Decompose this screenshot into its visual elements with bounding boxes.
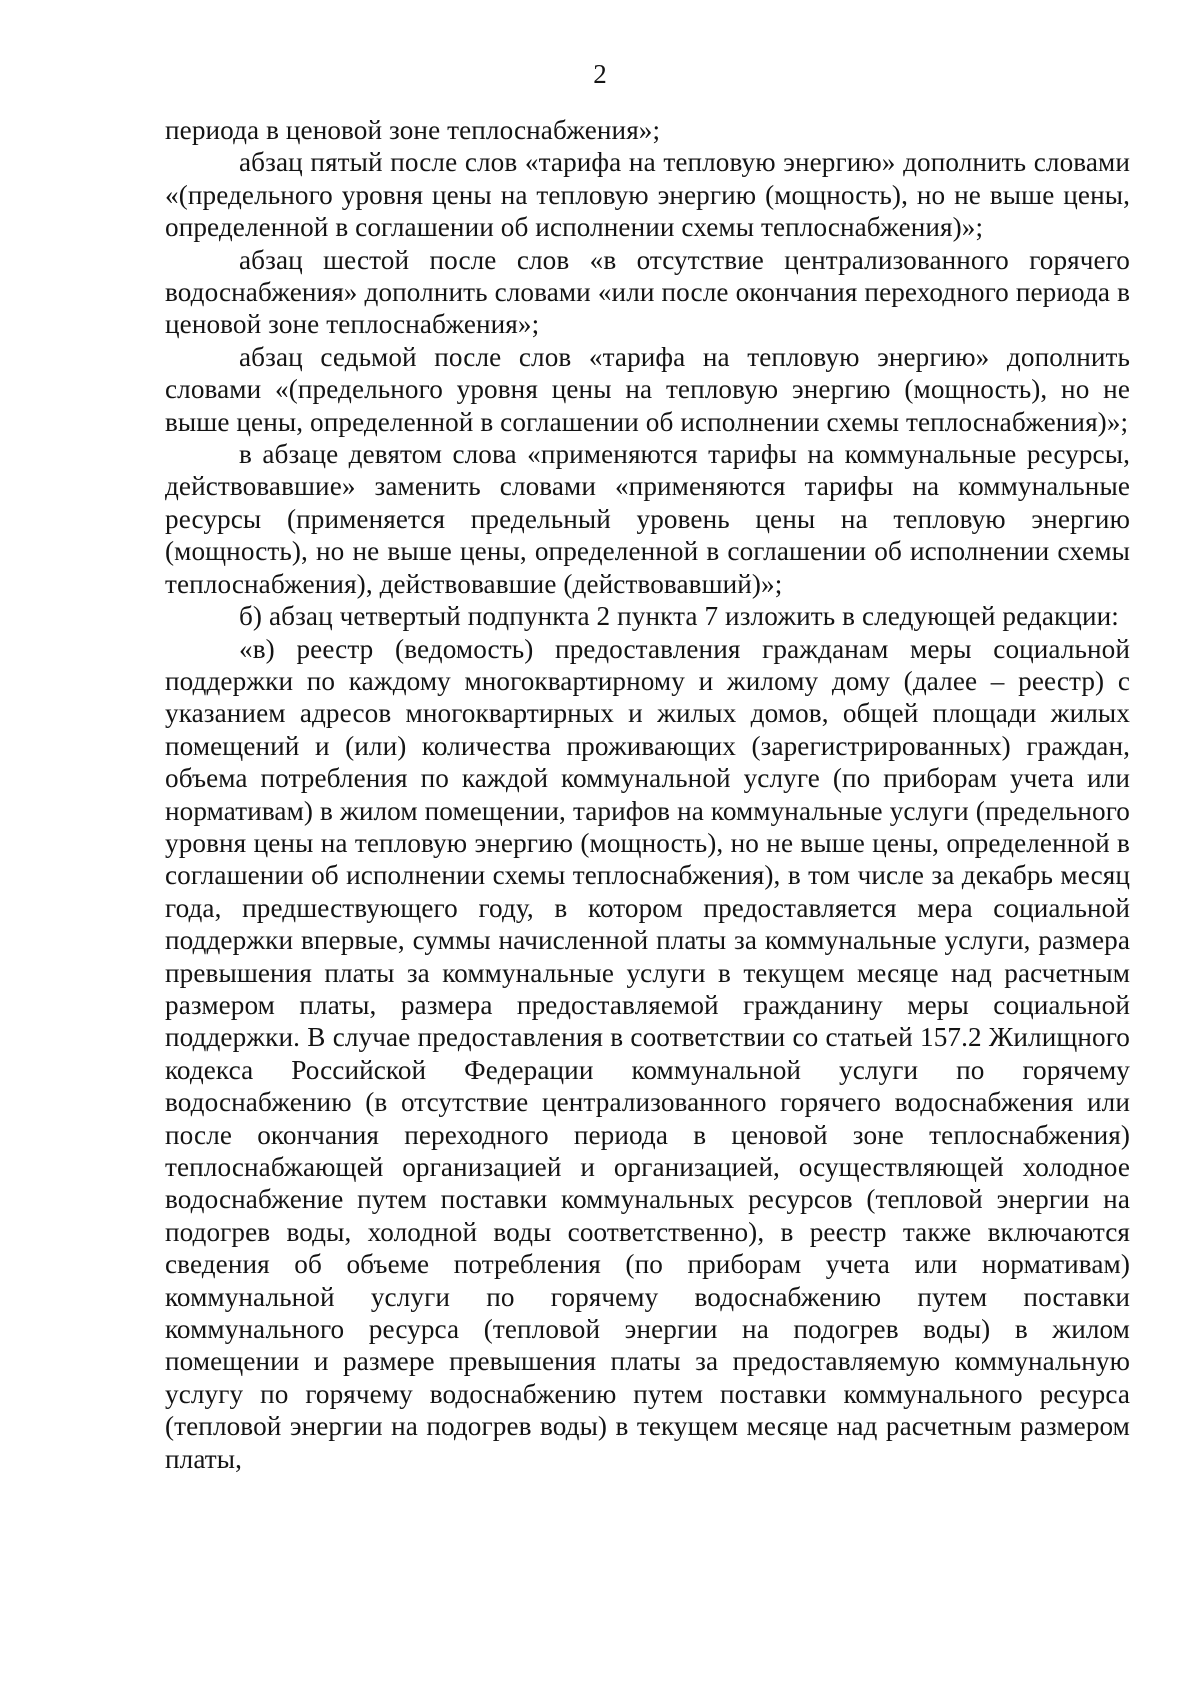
paragraph-abzac-5: абзац пятый после слов «тарифа на тепловую энергию» дополнить словами «(предельного уровня цены на тепловую энергию (мощность), но не выше цены, определенной в соглашении об исполнении схемы теплоснабжения)»; (165, 147, 1130, 243)
paragraph-abzac-9: в абзаце девятом слова «применяются тарифы на коммунальные ресурсы, действовавшие» заменить словами «применяются тарифы на коммунальные ресурсы (применяется предельный уровень цены на тепловую энергию (мощность), но не выше цены, определенной в соглашении об исполнении схемы теплоснабжения), действовавшие (действовавший)»; (165, 439, 1130, 599)
page-number: 2 (593, 59, 607, 89)
paragraph-item-b: б) абзац четвертый подпункта 2 пункта 7 изложить в следующей редакции: (239, 601, 1119, 632)
paragraph-new-wording: «в) реестр (ведомость) предоставления гражданам меры социальной поддержки по каждому многоквартирному и жилому дому (далее – реестр) с указанием адресов многоквартирных и жилых домов, общей площади жилых помещений и (или) количества проживающих (зарегистрированных) граждан, объема потребления по каждой коммунальной услуге (по приборам учета или нормативам) в жилом помещении, тарифов на коммунальные услуги (предельного уровня цены на тепловую энергию (мощность), но не выше цены, определенной в соглашении об исполнении схемы теплоснабжения), в том числе за декабрь месяц года, предшествующего году, в котором предоставляется мера социальной поддержки впервые, суммы начисленной платы за коммунальные услуги, размера превышения платы за коммунальные услуги в текущем месяце над расчетным размером платы, размера предоставляемой гражданину меры социальной поддержки. В случае предоставления в соответствии со статьей 157.2 Жилищного кодекса Российской Федерации коммунальной услуги по горячему водоснабжению (в отсутствие централизованного горячего водоснабжения или после окончания переходного периода в ценовой зоне теплоснабжения) теплоснабжающей организацией и организацией, осуществляющей холодное водоснабжение путем поставки коммунальных ресурсов (тепловой энергии на подогрев воды, холодной воды соответственно), в реестр также включаются сведения об объеме потребления (по приборам учета или нормативам) коммунальной услуги по горячему водоснабжению путем поставки коммунального ресурса (тепловой энергии на подогрев воды) в жилом помещении и размере превышения платы за предоставляемую коммунальную услугу по горячему водоснабжению путем поставки коммунального ресурса (тепловой энергии на подогрев воды) в текущем месяце над расчетным размером платы, (165, 633, 1130, 1474)
paragraph-abzac-7: абзац седьмой после слов «тарифа на тепловую энергию» дополнить словами «(предельного уровня цены на тепловую энергию (мощность), но не выше цены, определенной в соглашении об исполнении схемы теплоснабжения)»; (165, 341, 1130, 437)
paragraph-continuation: периода в ценовой зоне теплоснабжения»; (165, 115, 661, 145)
document-body (165, 114, 1130, 1475)
paragraph-abzac-6: абзац шестой после слов «в отсутствие централизованного горячего водоснабжения» дополнить словами «или после окончания переходного периода в ценовой зоне теплоснабжения»; (165, 244, 1130, 340)
